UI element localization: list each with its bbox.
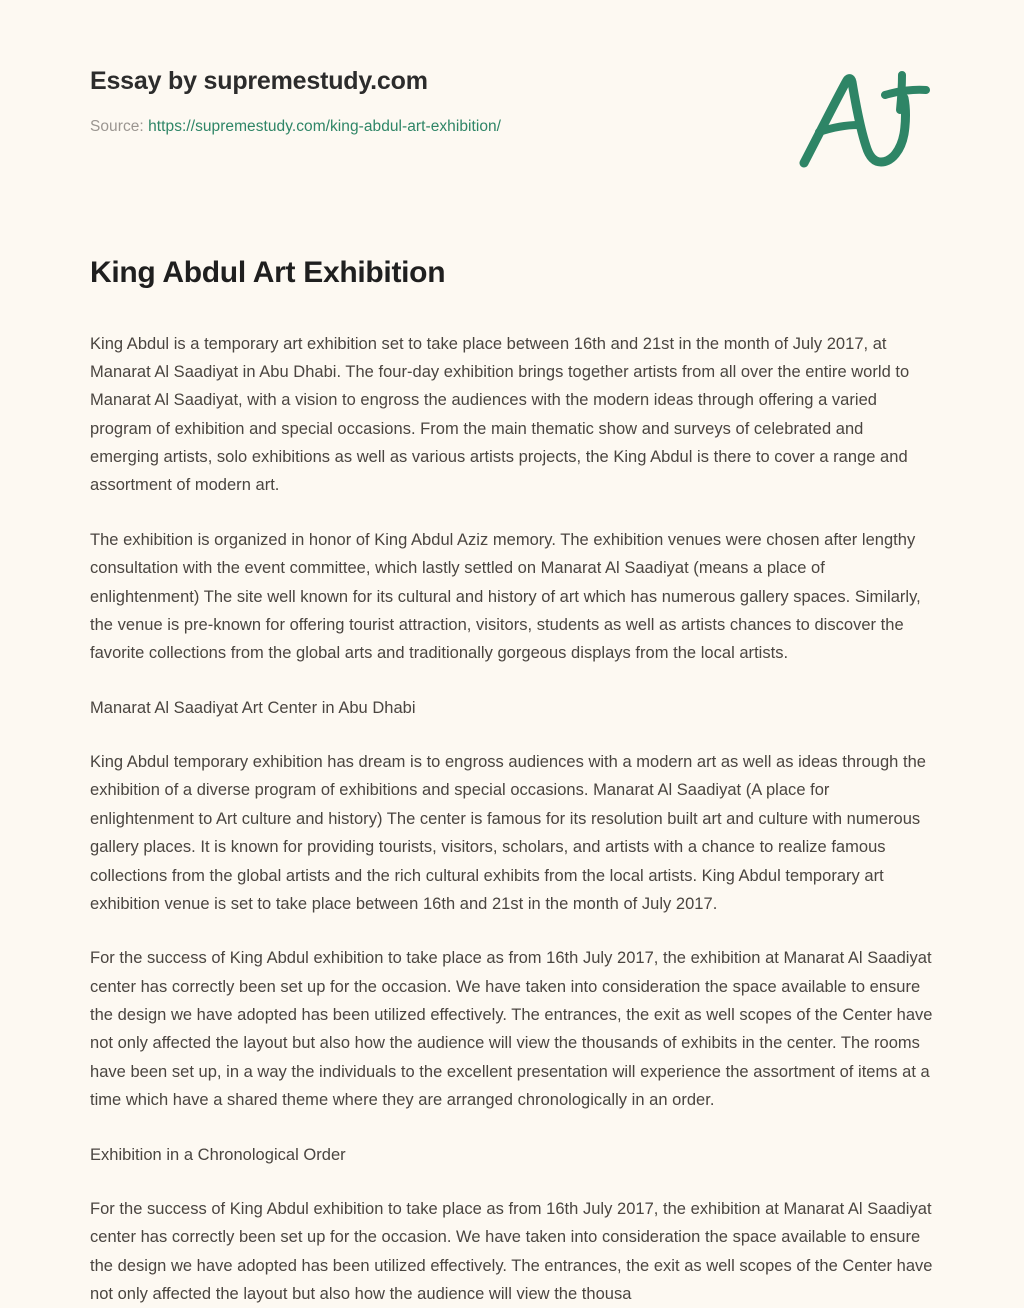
paragraph: The exhibition is organized in honor of King Abdul Aziz memory. The exhibition venues were chosen after lengthy consultation with the event committee, which lastly settled on Manarat Al Saadiyat (means a place of enlightenment) The site well known for its cultural and history of art which has numerous gallery spaces. Similarly, the venue is pre-known for offering tourist attraction, visitors, students as well as artists chances to discover the favorite collections from the global arts and traditionally gorgeous displays from the local artists.: [90, 526, 934, 668]
source-label: Source:: [90, 118, 144, 135]
section-subheading: Exhibition in a Chronological Order: [90, 1141, 934, 1169]
paragraph: King Abdul is a temporary art exhibition set to take place between 16th and 21st in the month of July 2017, at Manarat Al Saadiyat in Abu Dhabi. The four-day exhibition brings together artists from all over the entire world to Manarat Al Saadiyat, with a vision to engross the audiences with the modern ideas through offering a varied program of exhibition and special occasions. From the main thematic show and surveys of celebrated and emerging artists, solo exhibitions as well as various artists projects, the King Abdul is there to cover a range and assortment of modern art.: [90, 330, 934, 500]
source-line: [90, 118, 934, 137]
paragraph: For the success of King Abdul exhibition to take place as from 16th July 2017, the exhibition at Manarat Al Saadiyat center has correctly been set up for the occasion. We have taken into consideration the space available to ensure the design we have adopted has been utilized effectively. The entrances, the exit as well scopes of the Center have not only affected the layout but also how the audience will view the thousands of exhibits in the center. The rooms have been set up, in a way the individuals to the excellent presentation will experience the assortment of items at a time which have a shared theme where they are arranged chronologically in an order.: [90, 944, 934, 1114]
article: [90, 130, 934, 1308]
paragraph: King Abdul temporary exhibition has dream is to engross audiences with a modern art as well as ideas through the exhibition of a diverse program of exhibitions and special occasions. Manarat Al Saadiyat (A place for enlightenment to Art culture and history) The center is famous for its resolution built art and culture with numerous gallery places. It is known for providing tourists, visitors, scholars, and artists with a chance to realize famous collections from the global artists and the rich cultural exhibits from the local artists. King Abdul temporary art exhibition venue is set to take place between 16th and 21st in the month of July 2017.: [90, 748, 934, 918]
source-url-link[interactable]: https://supremestudy.com/king-abdul-art-exhibition/: [148, 118, 501, 135]
section-subheading: Manarat Al Saadiyat Art Center in Abu Dhabi: [90, 694, 934, 722]
article-body: [90, 330, 934, 1308]
byline: Essay by supremestudy.com: [90, 66, 934, 96]
page-header: [90, 0, 934, 130]
page-title: King Abdul Art Exhibition: [90, 254, 934, 292]
paragraph-truncated: For the success of King Abdul exhibition to take place as from 16th July 2017, the exhibition at Manarat Al Saadiyat center has correctly been set up for the occasion. We have taken into consideration the space available to ensure the design we have adopted has been utilized effectively. The entrances, the exit as well scopes of the Center have not only affected the layout but also how the audience will view the thousa: [90, 1195, 934, 1308]
